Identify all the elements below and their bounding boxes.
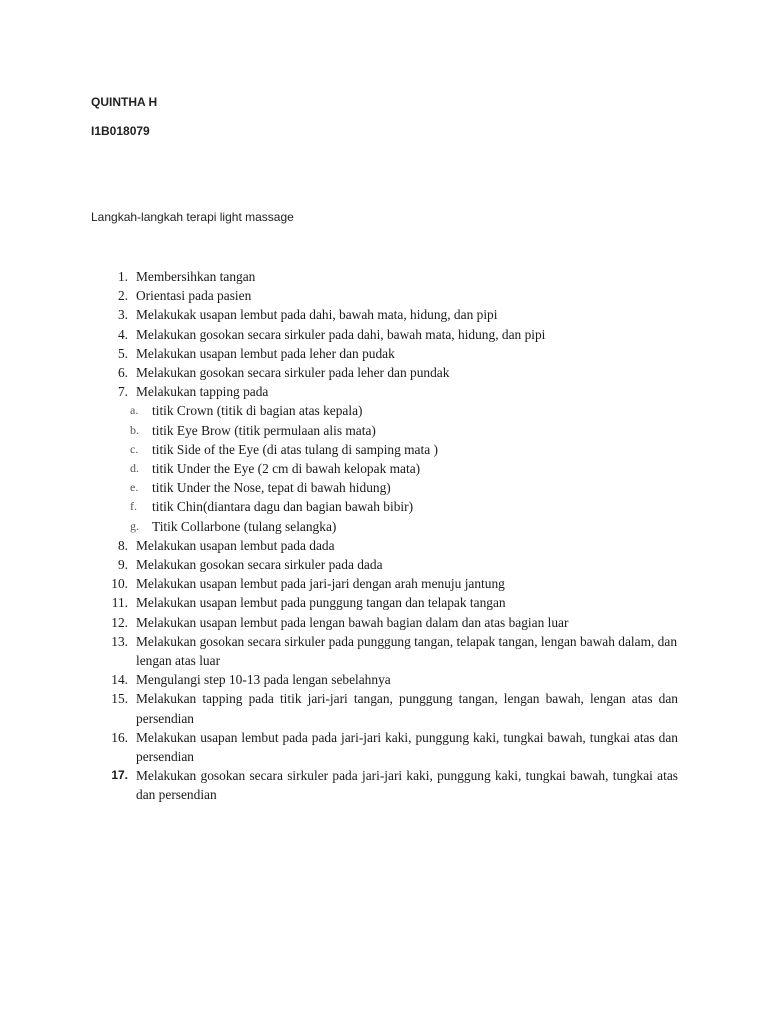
item-number: 4.: [117, 326, 128, 342]
item-text: Melakukan gosokan secara sirkuler pada dahi, bawah mata, hidung, dan pipi: [136, 326, 546, 342]
item-number: 15.: [111, 691, 128, 707]
list-item: [108, 574, 678, 593]
item-number: 8.: [117, 537, 128, 553]
sub-item-letter: g.: [130, 518, 139, 533]
item-text: Melakukan usapan lembut pada leher dan pudak: [136, 345, 395, 361]
list-item: [108, 766, 678, 804]
sub-list-item: [108, 517, 678, 536]
sub-list-item: [108, 401, 678, 420]
sub-item-letter: b.: [130, 422, 139, 437]
sub-list-item: [108, 421, 678, 440]
item-number: 5.: [117, 345, 128, 361]
item-text: Orientasi pada pasien: [136, 288, 252, 304]
item-number: 13.: [111, 633, 128, 649]
sub-list-item: [108, 440, 678, 459]
sub-item-text: titik Eye Brow (titik permulaan alis mata): [152, 422, 376, 438]
list-item: [108, 670, 678, 689]
student-name: QUINTHA H: [91, 95, 158, 109]
item-text: Melakukan usapan lembut pada dada: [136, 537, 335, 553]
item-number: 9.: [117, 557, 128, 573]
item-text: Melakukan usapan lembut pada pada jari-jari kaki, punggung kaki, tungkai bawah, tungkai atas dan persendian: [136, 729, 678, 765]
item-number: 12.: [111, 614, 128, 630]
item-number: 6.: [117, 365, 128, 381]
list-item: [108, 613, 678, 632]
list-item: [108, 593, 678, 612]
sub-list-item: [108, 478, 678, 497]
list-item: [108, 689, 678, 727]
sub-item-text: titik Chin(diantara dagu dan bagian bawah bibir): [152, 499, 414, 515]
list-item: [108, 344, 678, 363]
item-text: Melakukan usapan lembut pada lengan bawah bagian dalam dan atas bagian luar: [136, 614, 569, 630]
item-number: 2.: [117, 288, 128, 304]
sub-item-text: titik Crown (titik di bagian atas kepala): [152, 403, 363, 419]
sub-list-item: [108, 497, 678, 516]
sub-item-text: titik Under the Nose, tepat di bawah hidung): [152, 480, 391, 496]
list-item: [108, 555, 678, 574]
item-text: Melakukan tapping pada titik jari-jari tangan, punggung tangan, lengan bawah, lengan atas dan persendian: [136, 691, 678, 726]
student-id: I1B018079: [91, 124, 150, 138]
sub-item-text: Titik Collarbone (tulang selangka): [152, 518, 337, 534]
list-item: [108, 632, 678, 670]
item-text: Melakukan usapan lembut pada jari-jari dengan arah menuju jantung: [136, 576, 505, 592]
item-text: Membersihkan tangan: [136, 269, 256, 284]
item-text: Melakukan gosokan secara sirkuler pada dada: [136, 557, 383, 573]
list-item: [108, 305, 678, 324]
sub-item-letter: e.: [130, 480, 139, 495]
item-number: 1.: [117, 269, 128, 284]
list-item: [108, 286, 678, 305]
item-text: Melakukan gosokan secara sirkuler pada jari-jari kaki, punggung kaki, tungkai bawah, tungkai atas dan persendian: [136, 768, 678, 803]
item-text: Mengulangi step 10-13 pada lengan sebelahnya: [136, 672, 391, 688]
item-number: 16.: [111, 729, 128, 745]
document-title: Langkah-langkah terapi light massage: [91, 210, 294, 224]
sub-item-letter: a.: [130, 403, 139, 418]
sub-item-letter: f.: [130, 499, 137, 514]
list-item: [108, 728, 678, 766]
item-text: Melakukan gosokan secara sirkuler pada leher dan pundak: [136, 365, 450, 381]
list-item: [108, 536, 678, 555]
steps-list: [108, 267, 678, 805]
item-number: 3.: [117, 307, 128, 323]
item-number: 11.: [111, 595, 128, 611]
item-number: 14.: [111, 672, 128, 688]
list-item: [108, 382, 678, 401]
list-item: [108, 363, 678, 382]
sub-item-letter: d.: [130, 461, 139, 476]
item-text: Melakukak usapan lembut pada dahi, bawah mata, hidung, dan pipi: [136, 307, 498, 323]
list-item: [108, 267, 678, 286]
sub-list-item: [108, 459, 678, 478]
item-text: Melakukan gosokan secara sirkuler pada punggung tangan, telapak tangan, lengan bawah dalam, dan lengan atas luar: [136, 633, 678, 669]
item-number: 7.: [117, 384, 128, 400]
sub-item-text: titik Under the Eye (2 cm di bawah kelopak mata): [152, 461, 421, 477]
list-item: [108, 325, 678, 344]
item-text: Melakukan usapan lembut pada punggung tangan dan telapak tangan: [136, 595, 506, 611]
sub-item-text: titik Side of the Eye (di atas tulang di samping mata ): [152, 441, 438, 457]
item-number: 17.: [111, 768, 128, 783]
item-number: 10.: [111, 576, 128, 592]
sub-item-letter: c.: [130, 441, 139, 456]
item-text: Melakukan tapping pada: [136, 384, 269, 400]
